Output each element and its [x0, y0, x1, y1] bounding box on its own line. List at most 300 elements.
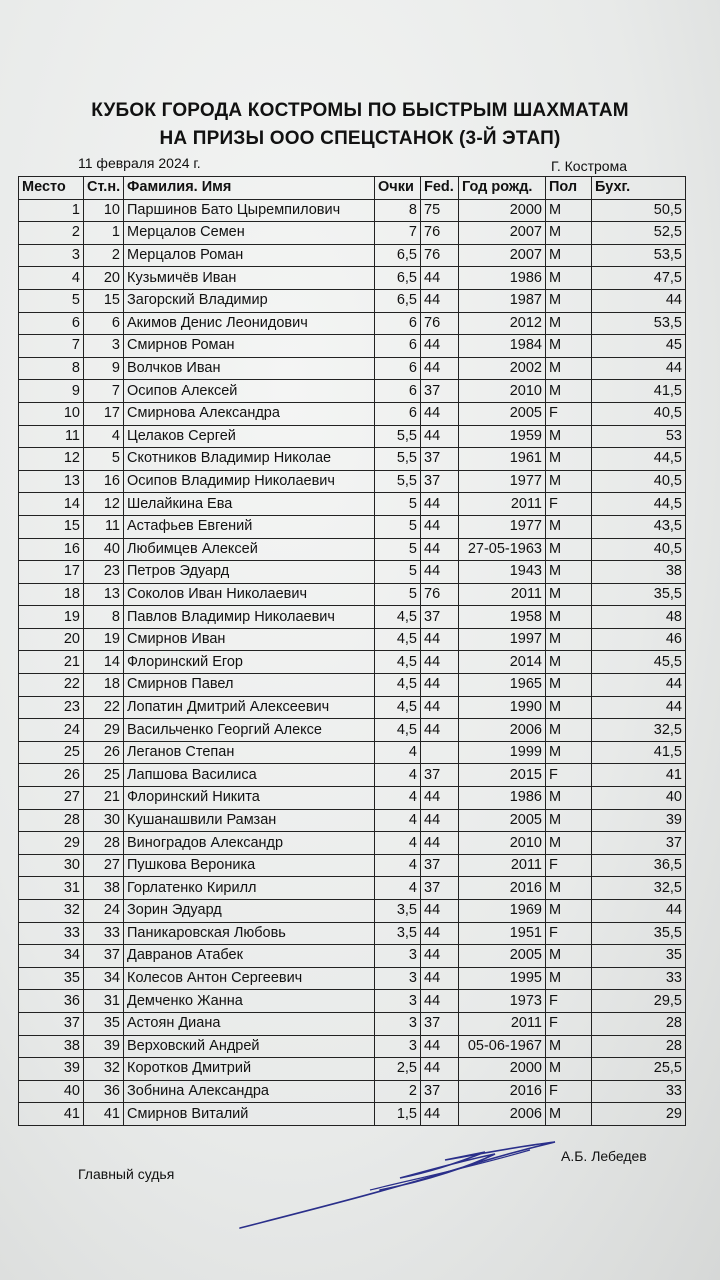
cell-name: Горлатенко Кирилл: [124, 877, 375, 900]
cell-federation: 37: [421, 606, 459, 629]
cell-points: 6: [375, 357, 421, 380]
cell-birth-year: 1987: [459, 289, 546, 312]
cell-name: Шелайкина Ева: [124, 493, 375, 516]
cell-buchholz: 40,5: [592, 470, 686, 493]
cell-points: 5: [375, 493, 421, 516]
cell-place: 3: [19, 244, 84, 267]
cell-points: 4,5: [375, 651, 421, 674]
cell-start-number: 35: [84, 1012, 124, 1035]
cell-sex: M: [546, 696, 592, 719]
cell-start-number: 17: [84, 402, 124, 425]
header-place: Место: [19, 177, 84, 200]
cell-buchholz: 44: [592, 289, 686, 312]
cell-place: 41: [19, 1103, 84, 1126]
cell-points: 3,5: [375, 900, 421, 923]
cell-buchholz: 45,5: [592, 651, 686, 674]
cell-start-number: 1: [84, 222, 124, 245]
cell-points: 4: [375, 832, 421, 855]
cell-sex: F: [546, 402, 592, 425]
cell-place: 28: [19, 809, 84, 832]
table-row: [19, 1012, 686, 1035]
cell-place: 26: [19, 764, 84, 787]
cell-federation: 44: [421, 561, 459, 584]
event-date: 11 февраля 2024 г.: [78, 155, 201, 171]
cell-place: 29: [19, 832, 84, 855]
cell-name: Осипов Владимир Николаевич: [124, 470, 375, 493]
header-points: Очки: [375, 177, 421, 200]
cell-sex: M: [546, 1035, 592, 1058]
cell-place: 16: [19, 538, 84, 561]
cell-start-number: 22: [84, 696, 124, 719]
cell-federation: 37: [421, 854, 459, 877]
cell-birth-year: 2014: [459, 651, 546, 674]
cell-place: 38: [19, 1035, 84, 1058]
table-row: [19, 606, 686, 629]
table-row: [19, 357, 686, 380]
signature: [230, 1130, 560, 1235]
table-row: [19, 312, 686, 335]
cell-name: Осипов Алексей: [124, 380, 375, 403]
cell-points: 4: [375, 741, 421, 764]
cell-federation: 37: [421, 1012, 459, 1035]
cell-sex: M: [546, 741, 592, 764]
cell-birth-year: 2011: [459, 583, 546, 606]
table-row: [19, 854, 686, 877]
cell-sex: F: [546, 922, 592, 945]
cell-place: 20: [19, 628, 84, 651]
cell-start-number: 6: [84, 312, 124, 335]
cell-place: 23: [19, 696, 84, 719]
chief-judge-name: А.Б. Лебедев: [561, 1148, 647, 1164]
cell-federation: 44: [421, 674, 459, 697]
cell-birth-year: 2000: [459, 1058, 546, 1081]
cell-federation: 44: [421, 967, 459, 990]
cell-federation: 44: [421, 402, 459, 425]
cell-points: 6: [375, 335, 421, 358]
cell-place: 30: [19, 854, 84, 877]
cell-federation: 44: [421, 990, 459, 1013]
cell-sex: M: [546, 945, 592, 968]
cell-name: Любимцев Алексей: [124, 538, 375, 561]
cell-buchholz: 40,5: [592, 402, 686, 425]
cell-birth-year: 1958: [459, 606, 546, 629]
cell-federation: 76: [421, 583, 459, 606]
cell-start-number: 27: [84, 854, 124, 877]
cell-sex: M: [546, 199, 592, 222]
cell-points: 4,5: [375, 606, 421, 629]
cell-points: 6: [375, 312, 421, 335]
cell-buchholz: 40,5: [592, 538, 686, 561]
cell-name: Павлов Владимир Николаевич: [124, 606, 375, 629]
cell-federation: 44: [421, 357, 459, 380]
event-city: Г. Кострома: [551, 158, 627, 174]
cell-points: 6: [375, 380, 421, 403]
cell-sex: M: [546, 335, 592, 358]
cell-sex: F: [546, 990, 592, 1013]
table-row: [19, 244, 686, 267]
cell-buchholz: 33: [592, 1080, 686, 1103]
table-row: [19, 515, 686, 538]
cell-sex: M: [546, 606, 592, 629]
cell-buchholz: 52,5: [592, 222, 686, 245]
cell-start-number: 16: [84, 470, 124, 493]
table-row: [19, 674, 686, 697]
cell-place: 17: [19, 561, 84, 584]
cell-start-number: 9: [84, 357, 124, 380]
cell-federation: 37: [421, 764, 459, 787]
cell-birth-year: 2007: [459, 222, 546, 245]
cell-place: 27: [19, 787, 84, 810]
cell-sex: M: [546, 357, 592, 380]
cell-start-number: 20: [84, 267, 124, 290]
cell-sex: M: [546, 312, 592, 335]
cell-points: 4,5: [375, 696, 421, 719]
table-row: [19, 787, 686, 810]
cell-start-number: 11: [84, 515, 124, 538]
title-line-2: НА ПРИЗЫ ООО СПЕЦСТАНОК (3-Й ЭТАП): [159, 128, 561, 149]
cell-federation: 76: [421, 312, 459, 335]
cell-place: 11: [19, 425, 84, 448]
cell-birth-year: 1997: [459, 628, 546, 651]
cell-birth-year: 2015: [459, 764, 546, 787]
cell-sex: M: [546, 787, 592, 810]
cell-place: 1: [19, 199, 84, 222]
cell-sex: M: [546, 380, 592, 403]
cell-buchholz: 32,5: [592, 877, 686, 900]
cell-sex: F: [546, 493, 592, 516]
cell-buchholz: 35,5: [592, 583, 686, 606]
table-row: [19, 402, 686, 425]
cell-birth-year: 1977: [459, 515, 546, 538]
cell-name: Соколов Иван Николаевич: [124, 583, 375, 606]
table-row: [19, 561, 686, 584]
cell-buchholz: 41,5: [592, 380, 686, 403]
table-row: [19, 967, 686, 990]
chief-judge-label: Главный судья: [78, 1166, 175, 1182]
cell-place: 36: [19, 990, 84, 1013]
cell-start-number: 25: [84, 764, 124, 787]
cell-sex: M: [546, 628, 592, 651]
cell-name: Петров Эдуард: [124, 561, 375, 584]
cell-place: 12: [19, 448, 84, 471]
table-row: [19, 335, 686, 358]
cell-buchholz: 44: [592, 357, 686, 380]
cell-points: 2: [375, 1080, 421, 1103]
cell-sex: M: [546, 267, 592, 290]
cell-birth-year: 05-06-1967: [459, 1035, 546, 1058]
cell-buchholz: 44,5: [592, 493, 686, 516]
cell-birth-year: 1943: [459, 561, 546, 584]
cell-buchholz: 43,5: [592, 515, 686, 538]
cell-federation: 75: [421, 199, 459, 222]
cell-birth-year: 2005: [459, 945, 546, 968]
cell-federation: 44: [421, 289, 459, 312]
header-start-number: Ст.н.: [84, 177, 124, 200]
table-row: [19, 425, 686, 448]
cell-points: 3: [375, 1035, 421, 1058]
cell-sex: M: [546, 448, 592, 471]
cell-federation: 76: [421, 222, 459, 245]
table-row: [19, 719, 686, 742]
cell-buchholz: 41: [592, 764, 686, 787]
cell-place: 37: [19, 1012, 84, 1035]
cell-points: 3: [375, 1012, 421, 1035]
cell-birth-year: 2011: [459, 1012, 546, 1035]
cell-sex: M: [546, 425, 592, 448]
cell-points: 6,5: [375, 289, 421, 312]
header-federation: Fed.: [421, 177, 459, 200]
cell-points: 5: [375, 561, 421, 584]
cell-place: 35: [19, 967, 84, 990]
cell-start-number: 31: [84, 990, 124, 1013]
cell-birth-year: 2012: [459, 312, 546, 335]
cell-sex: M: [546, 651, 592, 674]
cell-start-number: 39: [84, 1035, 124, 1058]
cell-start-number: 4: [84, 425, 124, 448]
cell-points: 4,5: [375, 719, 421, 742]
cell-federation: 44: [421, 945, 459, 968]
cell-buchholz: 44,5: [592, 448, 686, 471]
cell-birth-year: 1986: [459, 267, 546, 290]
cell-sex: M: [546, 538, 592, 561]
cell-federation: 44: [421, 425, 459, 448]
cell-place: 8: [19, 357, 84, 380]
cell-place: 21: [19, 651, 84, 674]
table-row: [19, 493, 686, 516]
cell-start-number: 19: [84, 628, 124, 651]
cell-federation: 76: [421, 244, 459, 267]
header-sex: Пол: [546, 177, 592, 200]
cell-federation: 44: [421, 832, 459, 855]
cell-birth-year: 1999: [459, 741, 546, 764]
cell-buchholz: 25,5: [592, 1058, 686, 1081]
cell-birth-year: 1969: [459, 900, 546, 923]
cell-name: Давранов Атабек: [124, 945, 375, 968]
cell-start-number: 26: [84, 741, 124, 764]
cell-federation: 44: [421, 696, 459, 719]
cell-birth-year: 1959: [459, 425, 546, 448]
cell-points: 4: [375, 764, 421, 787]
cell-federation: 44: [421, 335, 459, 358]
cell-name: Мерцалов Семен: [124, 222, 375, 245]
table-row: [19, 1080, 686, 1103]
cell-start-number: 18: [84, 674, 124, 697]
cell-place: 22: [19, 674, 84, 697]
cell-federation: 44: [421, 1058, 459, 1081]
table-row: [19, 222, 686, 245]
cell-buchholz: 35,5: [592, 922, 686, 945]
cell-birth-year: 2000: [459, 199, 546, 222]
cell-federation: [421, 741, 459, 764]
cell-points: 3,5: [375, 922, 421, 945]
cell-name: Волчков Иван: [124, 357, 375, 380]
cell-points: 4: [375, 787, 421, 810]
cell-name: Смирнов Павел: [124, 674, 375, 697]
cell-start-number: 8: [84, 606, 124, 629]
cell-start-number: 7: [84, 380, 124, 403]
cell-birth-year: 2002: [459, 357, 546, 380]
cell-birth-year: 1977: [459, 470, 546, 493]
table-row: [19, 990, 686, 1013]
cell-place: 18: [19, 583, 84, 606]
cell-place: 6: [19, 312, 84, 335]
table-row: [19, 922, 686, 945]
cell-points: 4,5: [375, 628, 421, 651]
table-row: [19, 696, 686, 719]
table-header-row: [19, 177, 686, 200]
cell-start-number: 10: [84, 199, 124, 222]
cell-buchholz: 40: [592, 787, 686, 810]
cell-points: 5: [375, 583, 421, 606]
cell-buchholz: 36,5: [592, 854, 686, 877]
cell-name: Флоринский Егор: [124, 651, 375, 674]
table-row: [19, 448, 686, 471]
table-row: [19, 1103, 686, 1126]
table-row: [19, 651, 686, 674]
cell-start-number: 41: [84, 1103, 124, 1126]
cell-sex: M: [546, 900, 592, 923]
cell-name: Смирнов Роман: [124, 335, 375, 358]
cell-federation: 37: [421, 470, 459, 493]
cell-start-number: 13: [84, 583, 124, 606]
cell-buchholz: 29: [592, 1103, 686, 1126]
cell-birth-year: 2016: [459, 1080, 546, 1103]
cell-place: 31: [19, 877, 84, 900]
cell-buchholz: 38: [592, 561, 686, 584]
cell-birth-year: 1973: [459, 990, 546, 1013]
cell-start-number: 33: [84, 922, 124, 945]
cell-name: Мерцалов Роман: [124, 244, 375, 267]
cell-sex: F: [546, 1080, 592, 1103]
cell-federation: 44: [421, 515, 459, 538]
cell-name: Астоян Диана: [124, 1012, 375, 1035]
cell-start-number: 14: [84, 651, 124, 674]
cell-buchholz: 44: [592, 696, 686, 719]
cell-start-number: 36: [84, 1080, 124, 1103]
cell-points: 5,5: [375, 448, 421, 471]
table-row: [19, 832, 686, 855]
cell-sex: M: [546, 470, 592, 493]
cell-points: 5: [375, 538, 421, 561]
cell-start-number: 3: [84, 335, 124, 358]
cell-name: Акимов Денис Леонидович: [124, 312, 375, 335]
cell-sex: F: [546, 1012, 592, 1035]
cell-buchholz: 29,5: [592, 990, 686, 1013]
table-row: [19, 199, 686, 222]
cell-start-number: 29: [84, 719, 124, 742]
cell-federation: 37: [421, 877, 459, 900]
cell-federation: 37: [421, 380, 459, 403]
cell-points: 3: [375, 945, 421, 968]
cell-birth-year: 2010: [459, 832, 546, 855]
cell-name: Смирнова Александра: [124, 402, 375, 425]
cell-points: 5,5: [375, 425, 421, 448]
cell-buchholz: 45: [592, 335, 686, 358]
cell-federation: 44: [421, 493, 459, 516]
cell-start-number: 38: [84, 877, 124, 900]
cell-buchholz: 37: [592, 832, 686, 855]
cell-place: 7: [19, 335, 84, 358]
cell-sex: F: [546, 854, 592, 877]
cell-start-number: 37: [84, 945, 124, 968]
cell-birth-year: 2006: [459, 1103, 546, 1126]
cell-place: 39: [19, 1058, 84, 1081]
cell-name: Коротков Дмитрий: [124, 1058, 375, 1081]
cell-place: 15: [19, 515, 84, 538]
cell-buchholz: 53,5: [592, 312, 686, 335]
cell-place: 5: [19, 289, 84, 312]
cell-points: 5,5: [375, 470, 421, 493]
table-row: [19, 1058, 686, 1081]
cell-start-number: 2: [84, 244, 124, 267]
cell-birth-year: 1961: [459, 448, 546, 471]
cell-federation: 37: [421, 448, 459, 471]
cell-place: 2: [19, 222, 84, 245]
cell-sex: M: [546, 809, 592, 832]
cell-buchholz: 44: [592, 900, 686, 923]
cell-birth-year: 2011: [459, 493, 546, 516]
cell-start-number: 23: [84, 561, 124, 584]
cell-sex: M: [546, 222, 592, 245]
cell-birth-year: 1951: [459, 922, 546, 945]
cell-place: 34: [19, 945, 84, 968]
cell-start-number: 21: [84, 787, 124, 810]
cell-points: 8: [375, 199, 421, 222]
cell-buchholz: 53: [592, 425, 686, 448]
cell-federation: 44: [421, 651, 459, 674]
cell-place: 24: [19, 719, 84, 742]
cell-points: 6: [375, 402, 421, 425]
cell-sex: M: [546, 832, 592, 855]
cell-buchholz: 35: [592, 945, 686, 968]
cell-start-number: 40: [84, 538, 124, 561]
table-row: [19, 945, 686, 968]
cell-points: 2,5: [375, 1058, 421, 1081]
cell-points: 3: [375, 990, 421, 1013]
cell-sex: M: [546, 515, 592, 538]
cell-name: Зорин Эдуард: [124, 900, 375, 923]
cell-place: 13: [19, 470, 84, 493]
cell-points: 4: [375, 809, 421, 832]
cell-place: 10: [19, 402, 84, 425]
cell-birth-year: 1986: [459, 787, 546, 810]
cell-buchholz: 48: [592, 606, 686, 629]
cell-birth-year: 2016: [459, 877, 546, 900]
cell-name: Кузьмичёв Иван: [124, 267, 375, 290]
cell-start-number: 15: [84, 289, 124, 312]
title-line-1: КУБОК ГОРОДА КОСТРОМЫ ПО БЫСТРЫМ ШАХМАТАМ: [91, 100, 629, 121]
cell-name: Лапшова Василиса: [124, 764, 375, 787]
table-row: [19, 267, 686, 290]
cell-sex: M: [546, 561, 592, 584]
cell-place: 40: [19, 1080, 84, 1103]
header-name: Фамилия. Имя: [124, 177, 375, 200]
cell-federation: 44: [421, 787, 459, 810]
cell-buchholz: 53,5: [592, 244, 686, 267]
cell-name: Целаков Сергей: [124, 425, 375, 448]
table-row: [19, 538, 686, 561]
cell-start-number: 34: [84, 967, 124, 990]
cell-name: Кушанашвили Рамзан: [124, 809, 375, 832]
cell-points: 6,5: [375, 244, 421, 267]
cell-federation: 44: [421, 1103, 459, 1126]
cell-name: Пушкова Вероника: [124, 854, 375, 877]
cell-place: 25: [19, 741, 84, 764]
cell-name: Колесов Антон Сергеевич: [124, 967, 375, 990]
cell-start-number: 5: [84, 448, 124, 471]
table-row: [19, 380, 686, 403]
cell-start-number: 28: [84, 832, 124, 855]
